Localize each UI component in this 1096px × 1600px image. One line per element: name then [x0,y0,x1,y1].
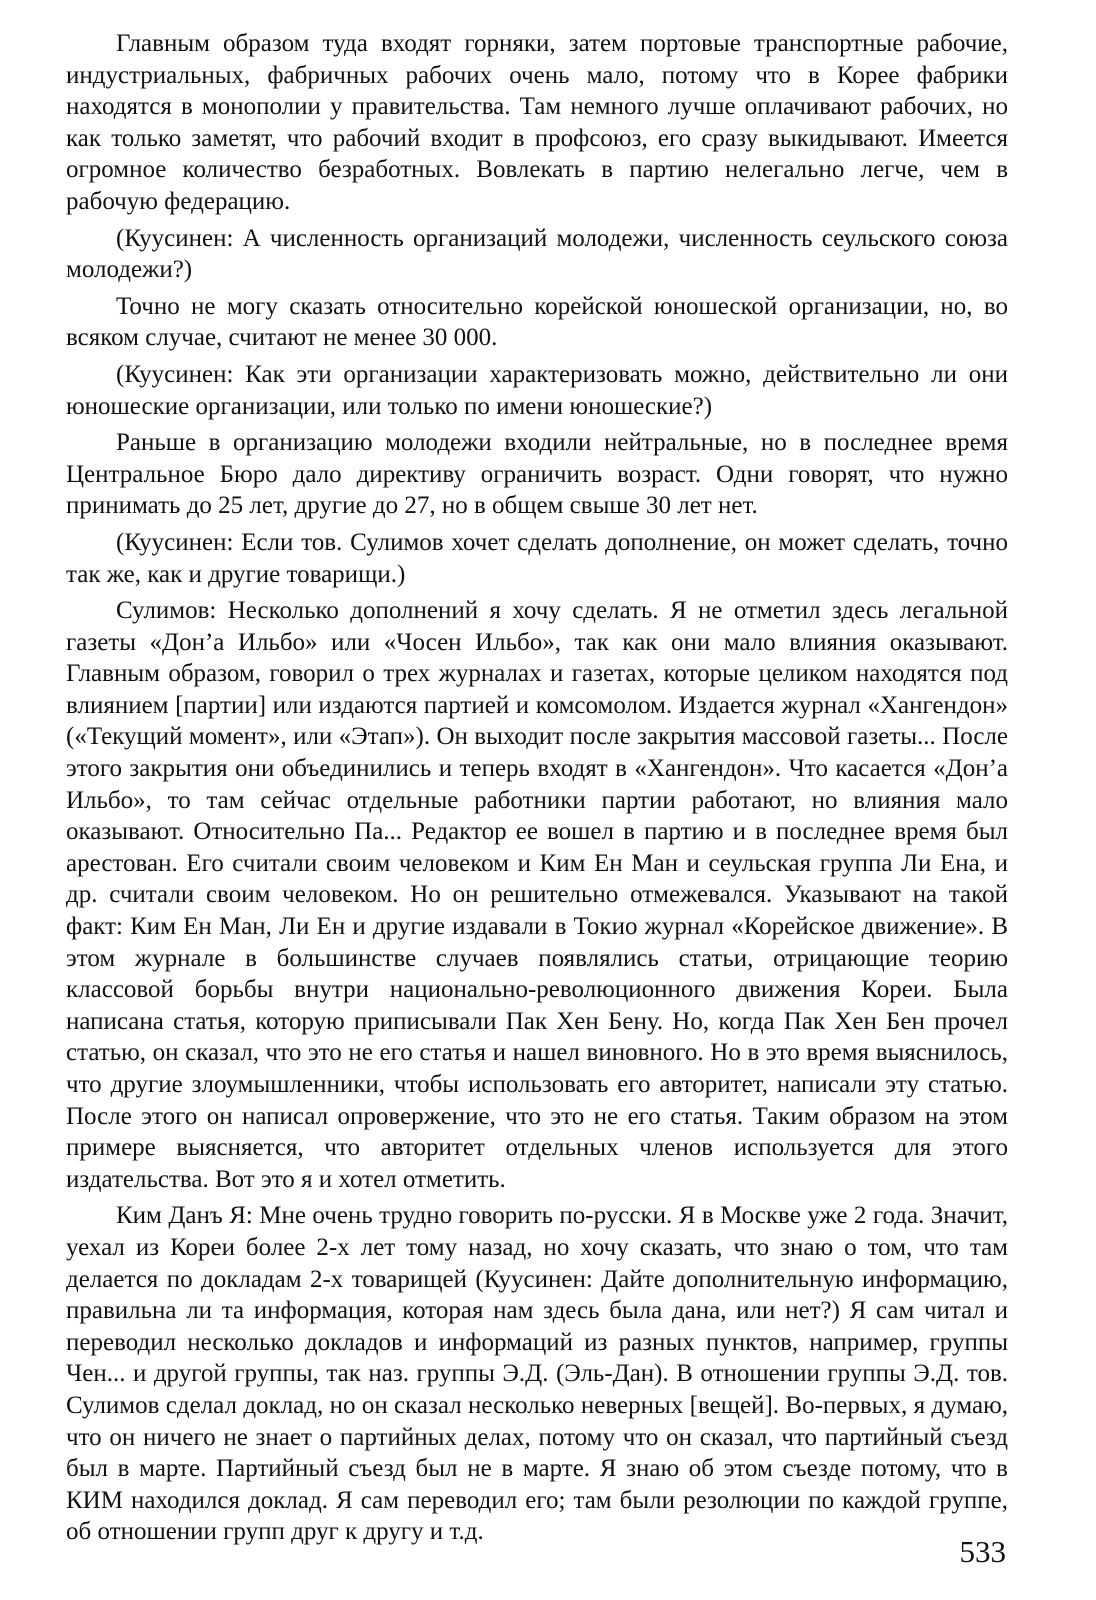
paragraph-kuusinen-youth-question: (Куусинен: А численность организаций молодежи, численность сеульского союза молодежи?) [66,224,1008,284]
paragraph-kim-dan-ya: Ким Данъ Я: Мне очень трудно говорить по-русски. Я в Москве уже 2 года. Значит, уехал из Кореи более 2-х лет тому назад, но хочу сказать, что знаю о том, что там делается по докладам 2-х товарищей (Куусинен: Дайте дополнительную информацию, правильна ли та информация, которая нам здесь была дана, или нет?) Я сам читал и переводил несколько докладов и информаций из разных пунктов, например, группы Чен... и другой группы, так наз. группы Э.Д. (Эль-Дан). В отношении группы Э.Д. тов. Сулимов сделал доклад, но он сказал несколько неверных [вещей]. Во-первых, я думаю, что он ничего не знает о партийных делах, потому что он сказал, что партийный съезд был в марте. Партийный съезд был не в марте. Я знаю об этом съезде потому, что в КИМ находился доклад. Я сам переводил его; там были резолюции по каждой группе, об отношении групп друг к другу и т.д. [66,1202,1008,1546]
paragraph-age-limit: Раньше в организацию молодежи входили нейтральные, но в последнее время Центральное Бюро дало директиву ограничить возраст. Одни говорят, что нужно принимать до 25 лет, другие до 27, но в общем свыше 30 лет нет. [66,429,1008,520]
page-body [66,28,1008,1553]
paragraph-sulimov-additions: Сулимов: Несколько дополнений я хочу сделать. Я не отметил здесь легальной газеты «Дон’а Ильбо» или «Чосен Ильбо», так как они мало влияния оказывают. Главным образом, говорил о трех журналах и газетах, которые целиком находятся под влиянием [партии] или издаются партией и комсомолом. Издается журнал «Хангендон» («Текущий момент», или «Этап»). Он выходит после закрытия массовой газеты... После этого закрытия они объединились и теперь входят в «Хангендон». Что касается «Дон’а Ильбо», то там сейчас отдельные работники партии работают, но влияния мало оказывают. Относительно Па... Редактор ее вошел в партию и в последнее время был арестован. Его считали своим человеком и Ким Ен Ман и сеульская группа Ли Ена, и др. считали своим человеком. Но он решительно отмежевался. Указывают на такой факт: Ким Ен Ман, Ли Ен и другие издавали в Токио журнал «Корейское движение». В этом журнале в большинстве случаев появлялись статьи, отрицающие теорию классовой борьбы внутри национально-революционного движения Кореи. Была написана статья, которую приписывали Пак Хен Бену. Но, когда Пак Хен Бен прочел статью, он сказал, что это не его статья и нашел виновного. Но в это время выяснилось, что другие злоумышленники, чтобы использовать его авторитет, написали эту статью. После этого он написал опровержение, что это не его статья. Таким образом на этом примере выясняется, что авторитет отдельных членов используется для этого издательства. Вот это я и хотел отметить. [66,597,1008,1193]
paragraph-workers: Главным образом туда входят горняки, затем портовые транспортные рабочие, индустриальных, фабричных рабочих очень мало, потому что в Корее фабрики находятся в монополии у правительства. Там немного лучше оплачивают рабочих, но как только заметят, что рабочий входит в профсоюз, его сразу выкидывают. Имеется огромное количество безработных. Вовлекать в партию нелегально легче, чем в рабочую федерацию. [66,30,1008,215]
paragraph-youth-count: Точно не могу сказать относительно корейской юношеской организации, но, во всяком случае, считают не менее 30 000. [66,292,1008,352]
paragraph-kuusinen-characterize: (Куусинен: Как эти организации характеризовать можно, действительно ли они юношеские организации, или только по имени юношеские?) [66,360,1008,420]
paragraph-kuusinen-sulimov: (Куусинен: Если тов. Сулимов хочет сделать дополнение, он может сделать, точно так же, как и другие товарищи.) [66,528,1008,588]
page-number: 533 [959,1534,1006,1569]
